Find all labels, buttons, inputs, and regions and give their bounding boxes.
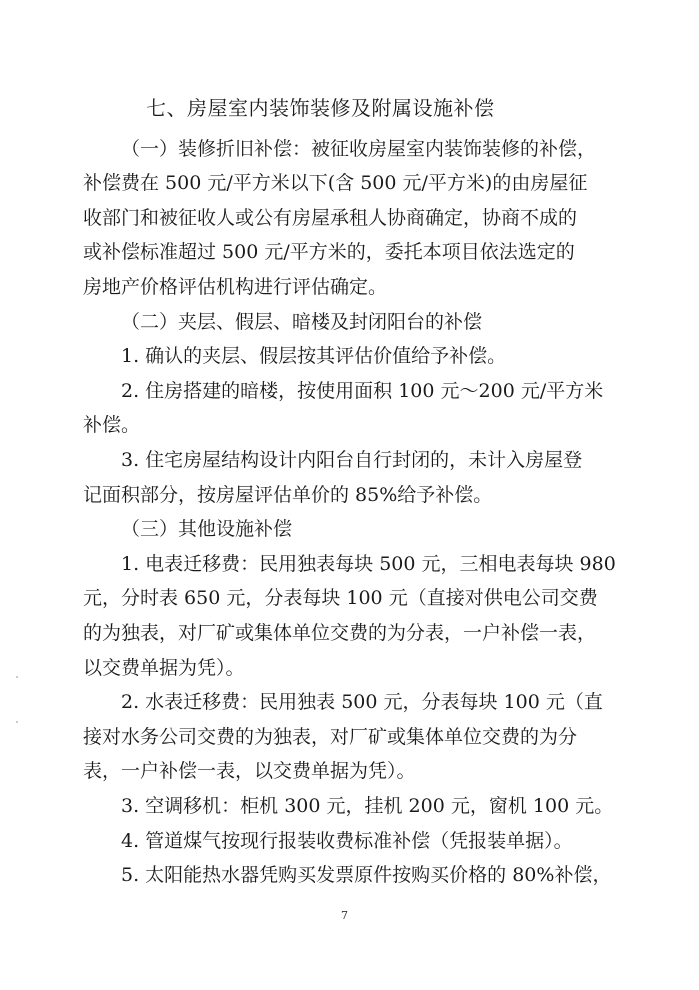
paragraph-line: 1. 电表迁移费：民用独表每块 500 元，三相电表每块 980 xyxy=(121,553,616,575)
subsection-title: （二）夹层、假层、暗楼及封闭阳台的补偿 xyxy=(121,311,483,333)
paragraph-line: （一）装修折旧补偿：被征收房屋室内装饰装修的补偿， xyxy=(121,138,597,160)
paragraph-line: 5. 太阳能热水器凭购买发票原件按购买价格的 80%补偿， xyxy=(121,864,612,886)
paragraph-line: 2. 水表迁移费：民用独表 500 元，分表每块 100 元（直 xyxy=(121,691,603,713)
paragraph-line: 表，一户补偿一表，以交费单据为凭）。 xyxy=(83,760,416,782)
scan-speck xyxy=(16,721,18,723)
paragraph-line: 记面积部分，按房屋评估单价的 85%给予补偿。 xyxy=(83,484,493,506)
paragraph-line: 4. 管道煤气按现行报装收费标准补偿（凭报装单据）。 xyxy=(121,830,573,852)
paragraph-line: 补偿。 xyxy=(83,414,141,436)
paragraph-line: 元，分时表 650 元，分表每块 100 元（直接对供电公司交费 xyxy=(83,587,598,609)
paragraph-line: 3. 住宅房屋结构设计内阳台自行封闭的，未计入房屋登 xyxy=(121,449,583,471)
paragraph-line: 3. 空调移机：柜机 300 元，挂机 200 元，窗机 100 元。 xyxy=(121,795,614,817)
paragraph-line: 的为独表，对厂矿或集体单位交费的为分表，一户补偿一表， xyxy=(83,622,597,644)
paragraph-line: 1. 确认的夹层、假层按其评估价值给予补偿。 xyxy=(121,345,507,367)
paragraph-line: 房地产价格评估机构进行评估确定。 xyxy=(83,276,388,298)
paragraph-line: 2. 住房搭建的暗楼，按使用面积 100 元～200 元/平方米 xyxy=(121,380,604,402)
page-number: 7 xyxy=(341,909,348,922)
section-heading: 七、房屋室内装饰装修及附属设施补偿 xyxy=(146,96,495,120)
paragraph-line: 以交费单据为凭）。 xyxy=(83,657,245,679)
paragraph-line: 接对水务公司交费的为独表，对厂矿或集体单位交费的为分 xyxy=(83,726,578,748)
paragraph-line: 或补偿标准超过 500 元/平方米的，委托本项目依法选定的 xyxy=(83,241,575,263)
paragraph-line: 收部门和被征收人或公有房屋承租人协商确定，协商不成的 xyxy=(83,207,578,229)
paragraph-line: 补偿费在 500 元/平方米以下(含 500 元/平方米)的由房屋征 xyxy=(83,172,588,194)
scan-speck xyxy=(16,676,18,678)
subsection-title: （三）其他设施补偿 xyxy=(121,518,293,540)
